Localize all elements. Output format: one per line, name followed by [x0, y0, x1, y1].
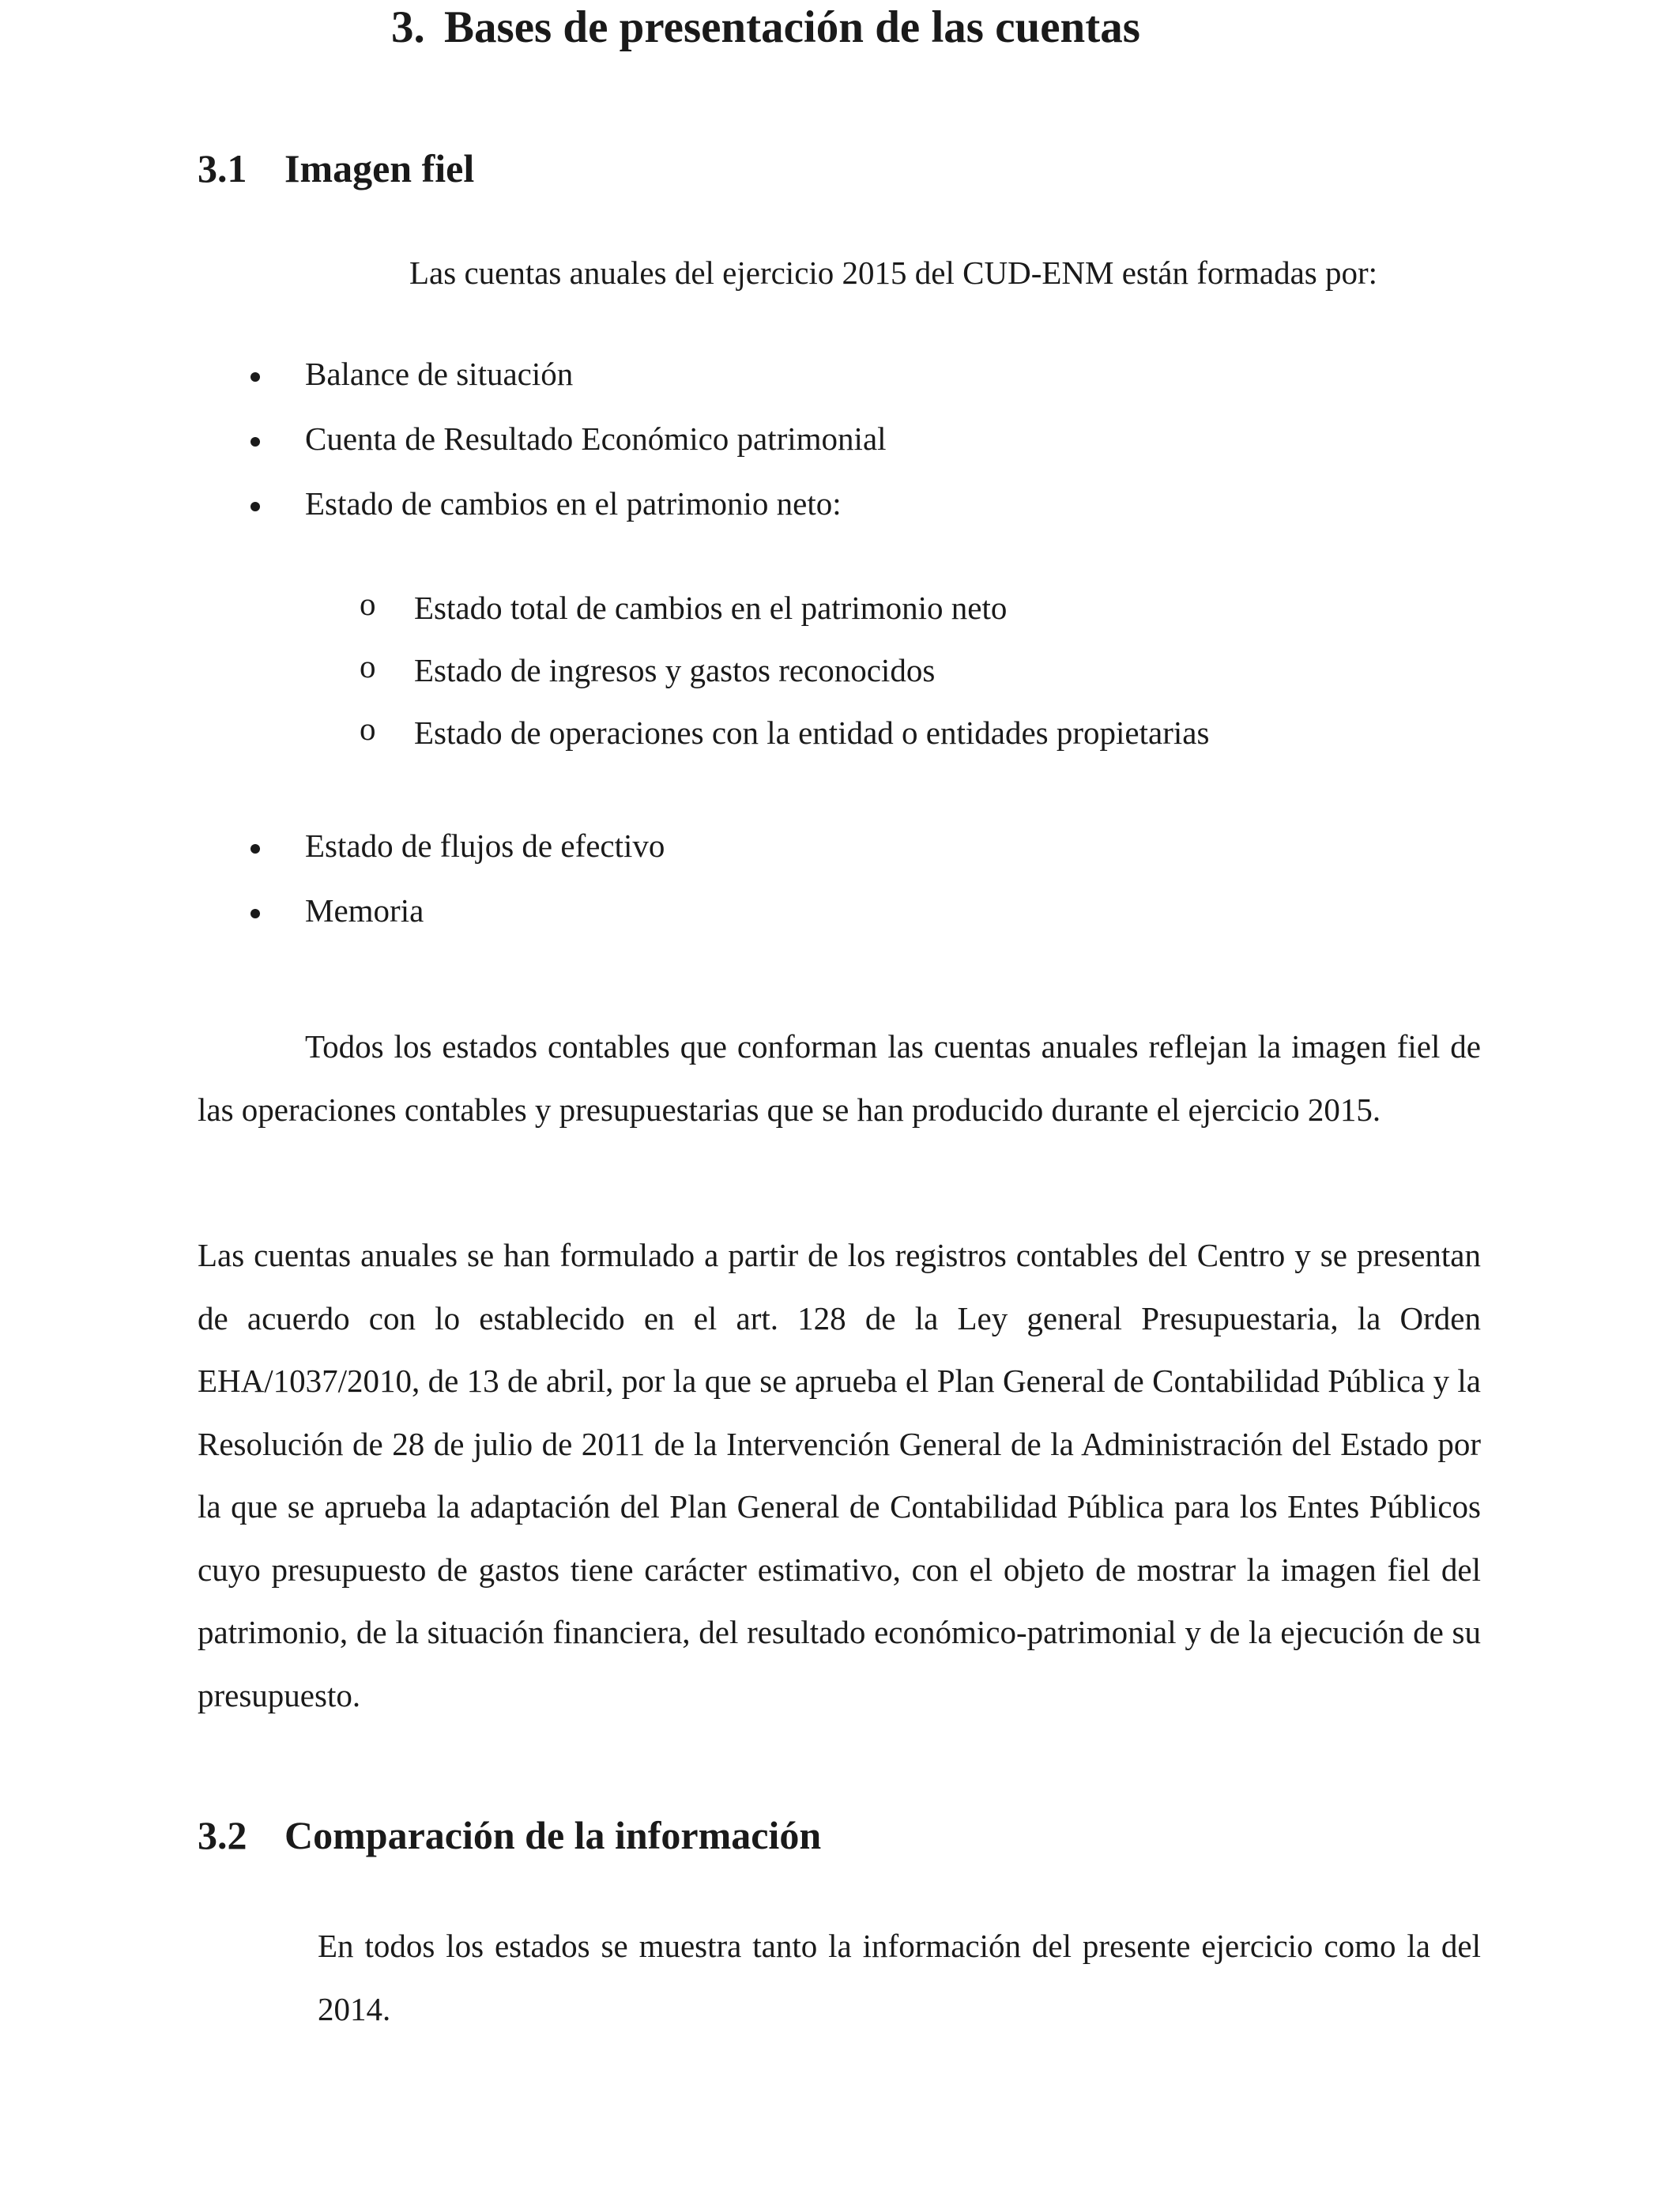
list-item: Estado de ingresos y gastos reconocidos [414, 652, 936, 688]
circle-bullet-icon: o [360, 711, 376, 747]
bullet-icon [250, 844, 260, 854]
list-item: Balance de situación [305, 356, 574, 392]
paragraph-comparacion: En todos los estados se muestra tanto la información del presente ejercicio como la del 2014. [318, 1928, 1481, 2027]
subsection-number: 3.2 [198, 1813, 247, 1857]
bullet-icon [250, 437, 260, 447]
intro-paragraph: Las cuentas anuales del ejercicio 2015 del CUD-ENM están formadas por: [409, 254, 1378, 291]
list-item: Memoria [305, 892, 424, 929]
section-title: Bases de presentación de las cuentas [444, 2, 1140, 52]
subsection-heading-comparacion [198, 1815, 821, 1855]
circle-bullet-icon: o [360, 586, 376, 622]
section-heading [391, 2, 1140, 52]
list-item: Estado total de cambios en el patrimonio neto [414, 590, 1008, 626]
bullet-icon [250, 372, 260, 382]
subsection-number: 3.1 [198, 146, 247, 190]
list-item: Cuenta de Resultado Económico patrimonial [305, 420, 887, 457]
subsection-title: Comparación de la información [284, 1813, 822, 1857]
subsection-title: Imagen fiel [284, 146, 475, 190]
paragraph-imagen-fiel: Todos los estados contables que conforman las cuentas anuales reflejan la imagen fiel de las operaciones contables y presupuestarias que se han producido durante el ejercicio 2015. [198, 1028, 1481, 1128]
paragraph-normativa: Las cuentas anuales se han formulado a partir de los registros contables del Centro y se presentan de acuerdo con lo establecido en el art. 128 de la Ley general Presupuestaria, la Orden EHA/1037/2010, de 13 de abril, por la que se aprueba el Plan General de Contabilidad Pública y la Resolución de 28 de julio de 2011 de la Intervención General de la Administración del Estado por la que se aprueba la adaptación del Plan General de Contabilidad Pública para los Entes Públicos cuyo presupuesto de gastos tiene carácter estimativo, con el objeto de mostrar la imagen fiel del patrimonio, de la situación financiera, del resultado económico-patrimonial y de la ejecución de su presupuesto. [198, 1237, 1481, 1713]
bullet-icon [250, 502, 260, 511]
list-item: Estado de cambios en el patrimonio neto: [305, 485, 842, 522]
circle-bullet-icon: o [360, 648, 376, 684]
list-item: Estado de operaciones con la entidad o entidades propietarias [414, 714, 1210, 751]
subsection-heading-imagen-fiel [198, 146, 475, 190]
bullet-icon [250, 909, 260, 918]
section-number: 3. [391, 2, 425, 52]
list-item: Estado de flujos de efectivo [305, 827, 665, 864]
